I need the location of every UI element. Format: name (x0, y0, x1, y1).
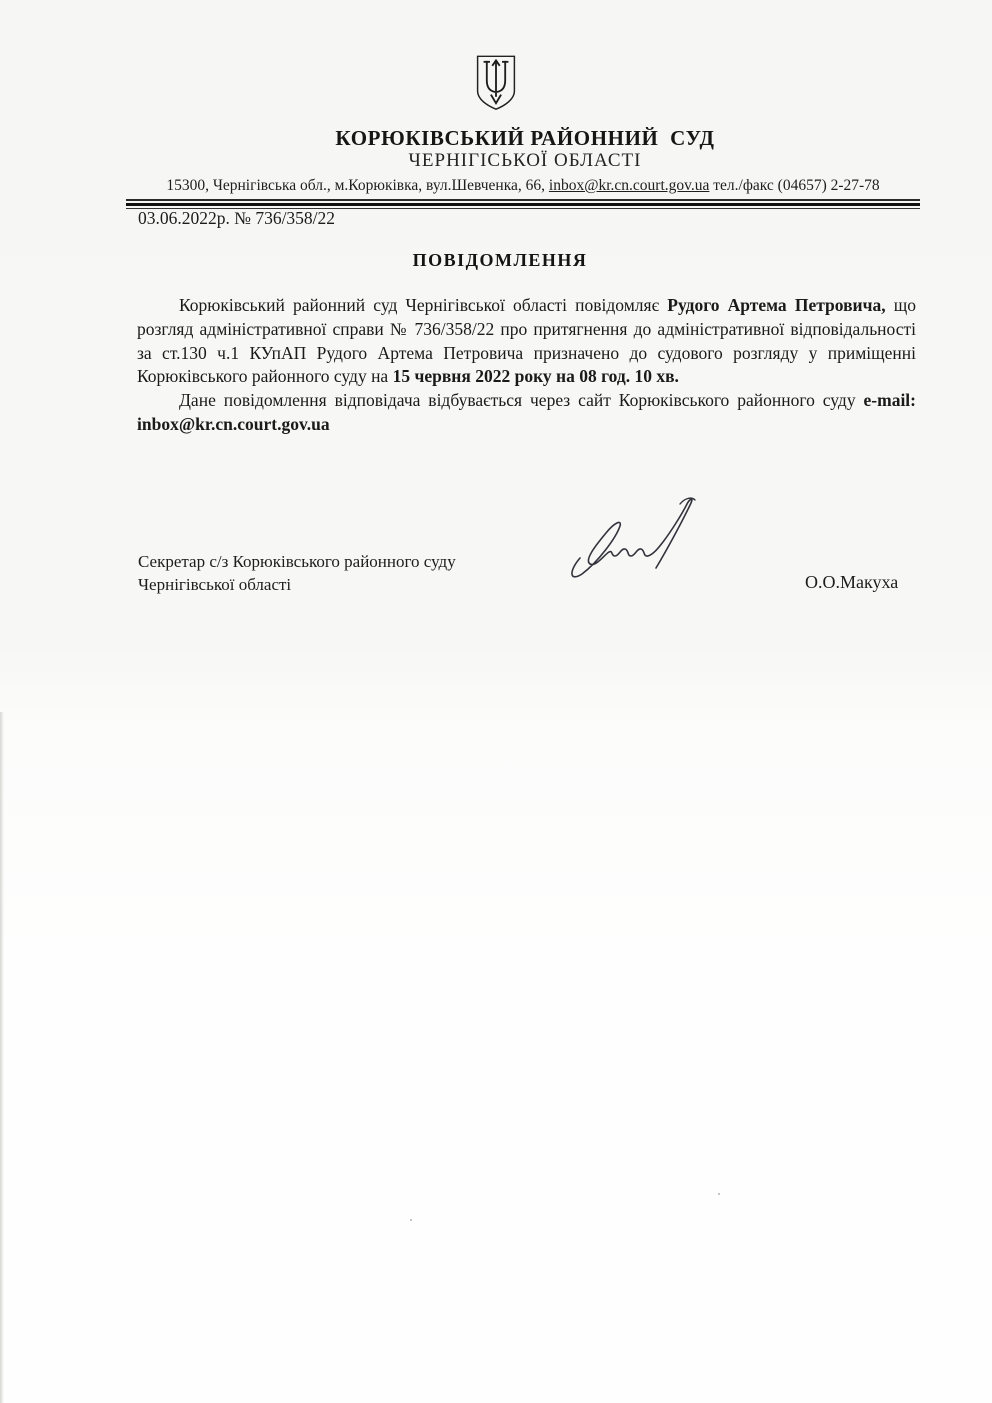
letter-body (137, 294, 916, 437)
scan-speck (718, 1193, 720, 1195)
court-region-heading: ЧЕРНІГІСЬКОЇ ОБЛАСТІ (408, 150, 642, 171)
court-email-text: inbox@kr.cn.court.gov.ua (548, 177, 710, 194)
scan-speck (410, 1219, 412, 1221)
paragraph-run-bold: Рудого Артема Петровича, (667, 295, 886, 315)
body-paragraph-2 (137, 389, 916, 437)
paragraph-run-bold: 15 червня 2022 року на 08 год. 10 хв. (392, 366, 679, 387)
signature-role-line-2: Чернігівської області (138, 575, 292, 594)
address-text: 15300, Чернігівська обл., м.Корюківка, вул.Шевченка, 66, (166, 177, 549, 194)
reference-number-line: 03.06.2022р. № 736/358/22 (138, 208, 336, 228)
document-title: ПОВІДОМЛЕННЯ (412, 250, 588, 270)
paragraph-run: Дане повідомлення відповідача відбувається через сайт Корюківського районного суду (179, 390, 864, 411)
paragraph-run-bold: e-mail: inbox@kr.cn.court.gov.ua (137, 390, 916, 434)
ukraine-trident-icon (473, 54, 519, 112)
signature-role-block (138, 550, 456, 596)
paragraph-run: Корюківський районний суд Чернігівської області повідомляє (179, 295, 668, 315)
body-paragraph-1 (137, 294, 916, 389)
phone-text: тел./факс (04657) 2-27-78 (709, 177, 880, 194)
signer-name: О.О.Макуха (805, 572, 899, 592)
court-name-heading: КОРЮКІВСЬКИЙ РАЙОННИЙ СУД (335, 126, 715, 150)
paragraph-run: що розгляд адміністративної справи № 736/358/22 про притягнення до адміністративної відповідальності за ст.130 ч.1 КУпАП Рудого Артема Петровича призначено до судового розгляду у приміщенні Корюківського районного суду на (137, 295, 916, 387)
signature-role-line-1: Секретар с/з Корюківського районного суду (138, 552, 456, 571)
scan-edge-shadow (0, 712, 4, 1403)
handwritten-signature-icon (558, 490, 710, 590)
address-line (126, 177, 920, 195)
